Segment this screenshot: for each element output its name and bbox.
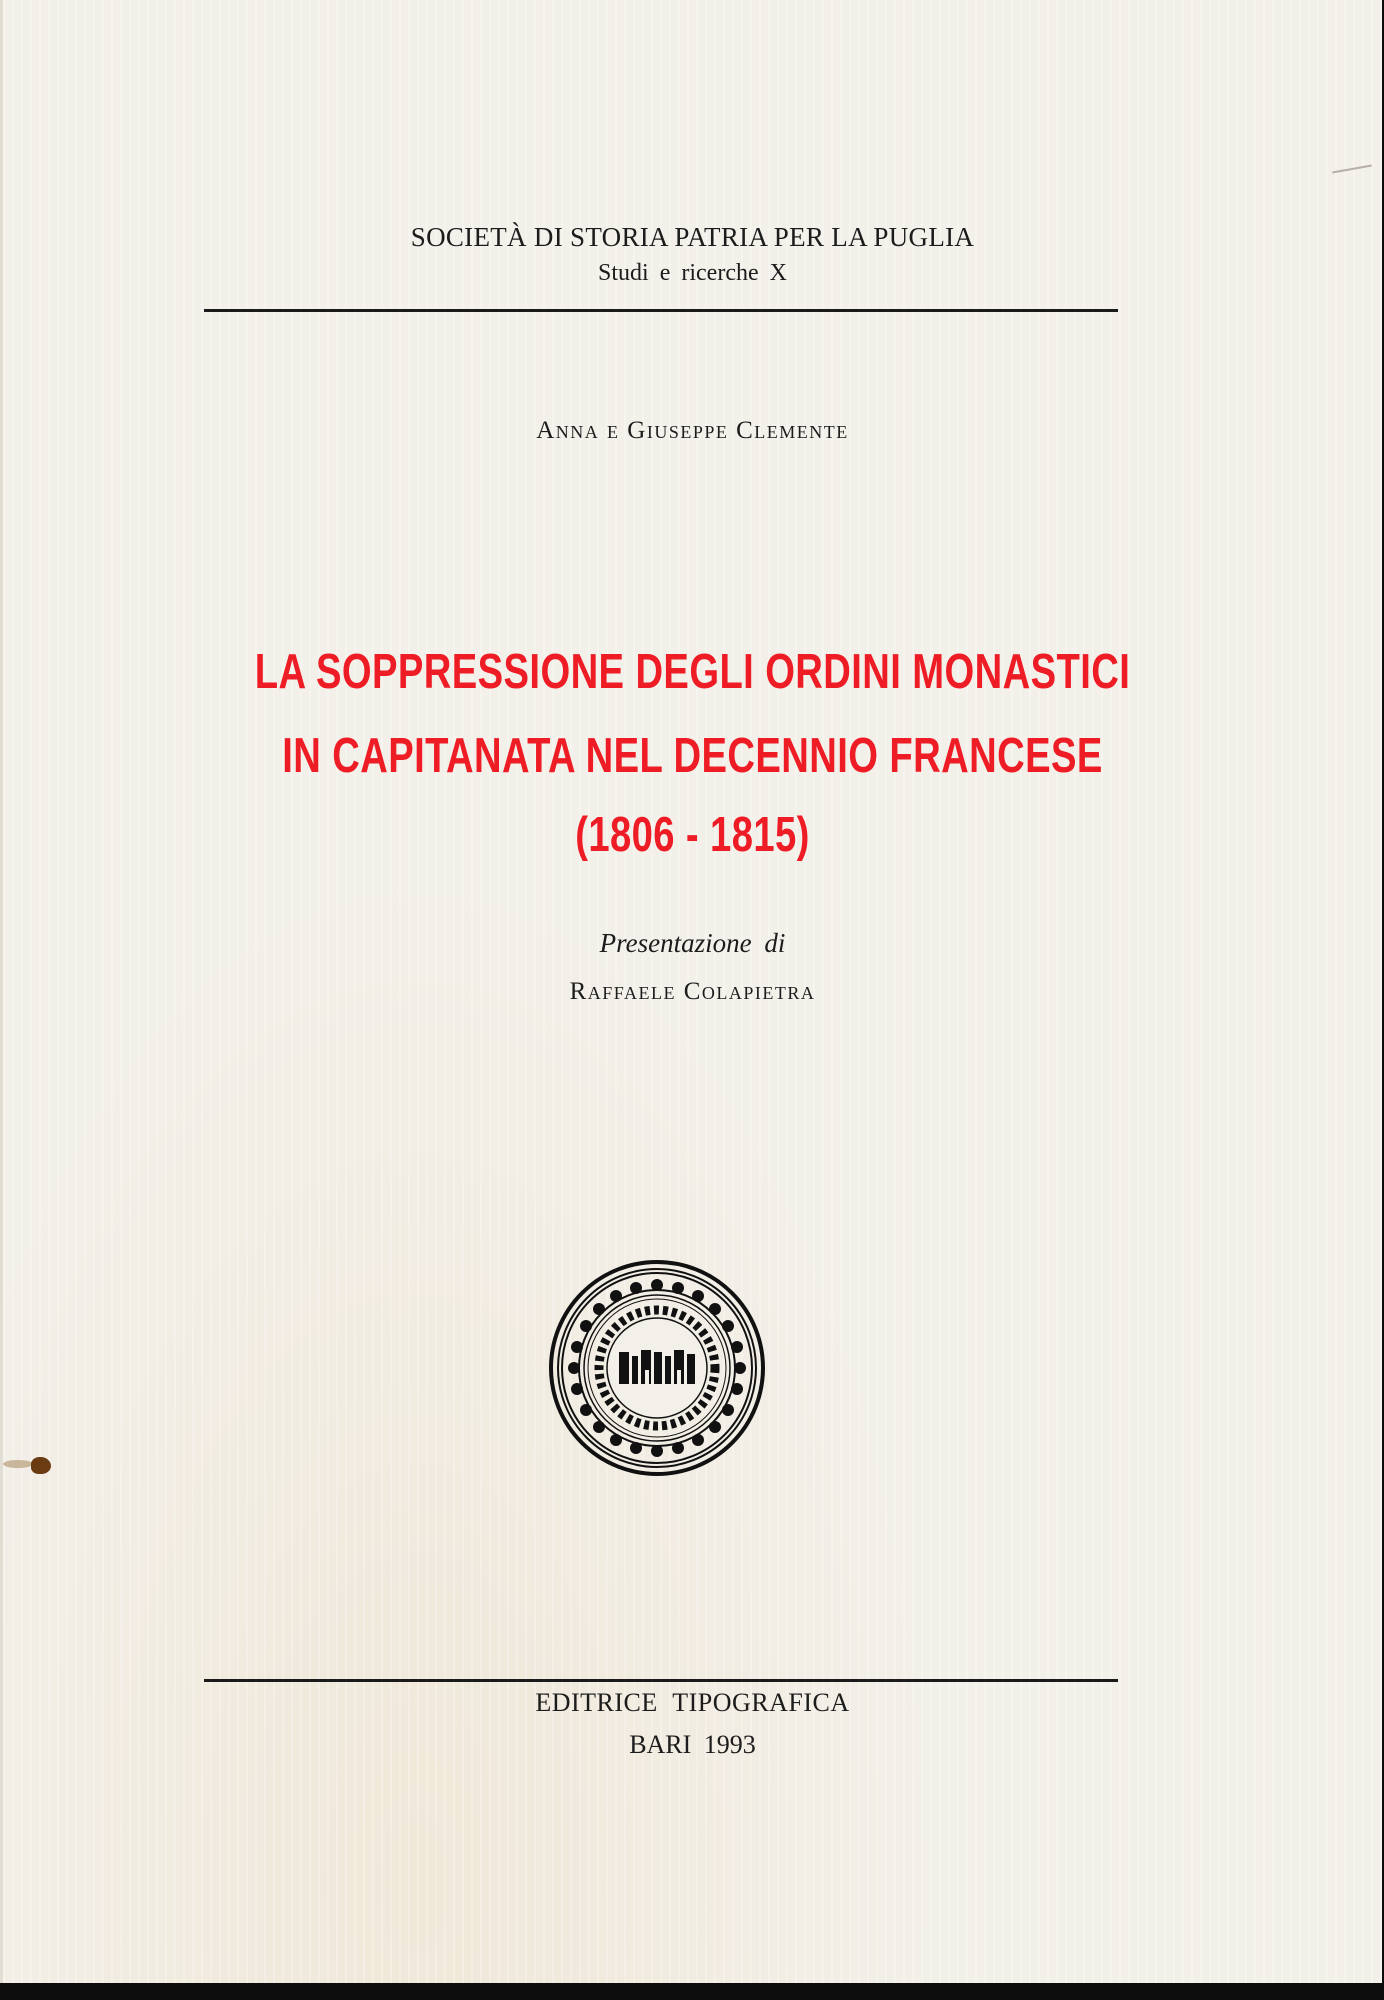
series-society: SOCIETÀ DI STORIA PATRIA PER LA PUGLIA [410, 222, 975, 252]
series-collection: Studi e ricerche X [598, 260, 787, 286]
top-divider [204, 309, 1118, 312]
foreword-label: Presentazione di [599, 928, 786, 958]
publisher-seal-icon [547, 1258, 767, 1478]
foreword-author: Raffaele Colapietra [569, 978, 816, 1005]
publication-place-year: BARI 1993 [629, 1730, 756, 1759]
bottom-divider [204, 1679, 1118, 1682]
title-line-2: IN CAPITANATA NEL DECENNIO FRANCESE [282, 729, 1103, 783]
paper-stain-trace [3, 1460, 33, 1468]
authors: Anna e Giuseppe Clemente [536, 417, 849, 444]
title-years: (1806 - 1815) [575, 808, 810, 862]
paper-scratch [1332, 165, 1372, 174]
paper-stain [31, 1457, 51, 1474]
title-line-1: LA SOPPRESSIONE DEGLI ORDINI MONASTICI [254, 645, 1131, 699]
publisher-name: EDITRICE TIPOGRAFICA [535, 1688, 850, 1717]
